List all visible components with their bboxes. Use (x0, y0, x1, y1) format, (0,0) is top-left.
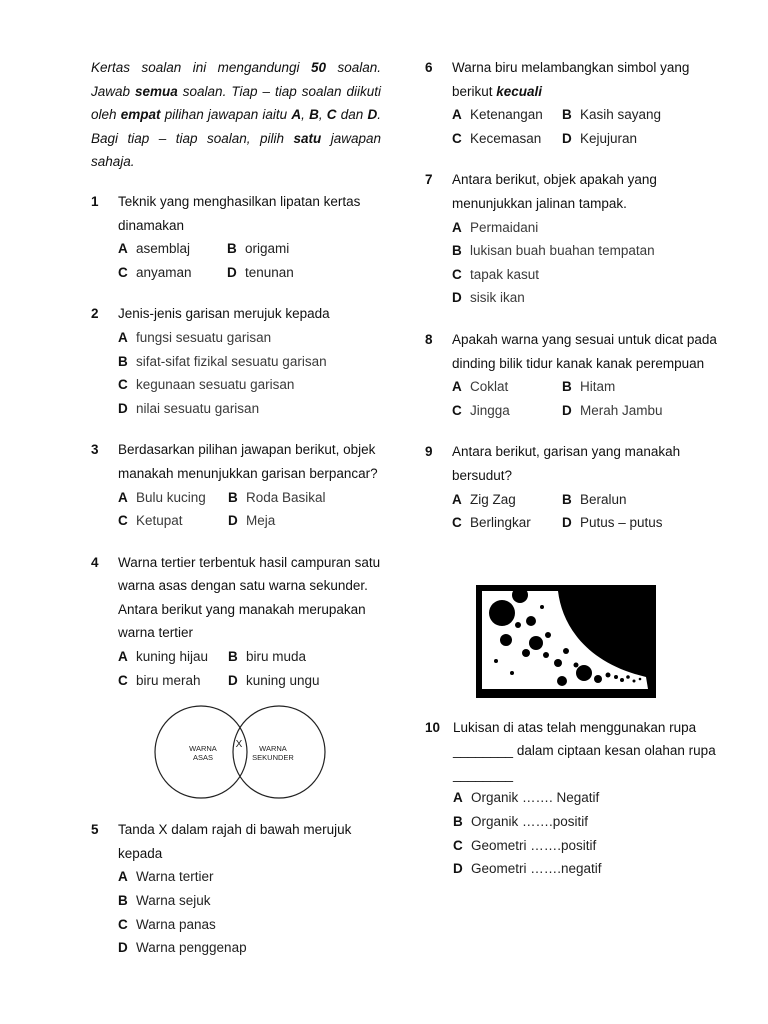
option-letter: D (118, 940, 128, 956)
venn-diagram (153, 704, 329, 800)
option-text: lukisan buah buahan tempatan (470, 243, 655, 259)
artwork-illustration (476, 585, 656, 698)
option-d[interactable] (228, 509, 381, 533)
question-stem: Berdasarkan pilihan jawapan berikut, objek manakah menunjukkan garisan berpancar? (118, 442, 378, 481)
options (452, 216, 725, 310)
option-text: kuning hijau (136, 649, 209, 665)
question-number: 2 (91, 306, 99, 322)
option-letter: D (562, 515, 572, 531)
options (452, 488, 725, 535)
option-b[interactable] (453, 810, 725, 834)
left-column (91, 56, 381, 978)
option-text: Kejujuran (580, 130, 638, 146)
option-text: Geometri …….positif (471, 837, 597, 853)
option-text: anyaman (136, 264, 192, 280)
option-text: Berlingkar (470, 515, 531, 531)
option-c[interactable] (452, 511, 562, 535)
option-text: Ketenangan (470, 107, 543, 123)
option-text: Putus – putus (580, 515, 663, 531)
option-text: Warna tertier (136, 869, 214, 885)
right-column (425, 56, 725, 899)
option-d[interactable] (562, 399, 725, 423)
venn-mark: X (235, 739, 243, 751)
option-b[interactable] (562, 375, 725, 399)
option-letter: B (228, 489, 238, 505)
option-a[interactable] (452, 375, 562, 399)
question-number: 6 (425, 60, 433, 75)
option-b[interactable] (228, 645, 381, 669)
option-d[interactable] (452, 286, 725, 310)
options (118, 237, 381, 284)
options (452, 103, 725, 150)
question-stem: Antara berikut, garisan yang manakah bersudut? (452, 444, 681, 483)
option-b[interactable] (228, 486, 381, 510)
question-number: 10 (425, 719, 441, 735)
option-letter: C (452, 130, 462, 146)
option-letter: B (452, 243, 462, 259)
option-letter: C (118, 377, 128, 393)
question-2 (91, 302, 381, 420)
option-c[interactable] (452, 263, 725, 287)
option-text: Organik …….positif (471, 814, 589, 830)
options (453, 786, 725, 880)
option-letter: C (452, 266, 462, 282)
option-letter: B (562, 491, 572, 507)
option-a[interactable] (118, 237, 227, 261)
option-a[interactable] (118, 326, 381, 350)
option-a[interactable] (452, 216, 725, 240)
option-text: Bulu kucing (136, 489, 206, 505)
question-stem: Warna biru melambangkan simbol yang berikut kecuali (452, 60, 690, 99)
question-number: 8 (425, 331, 433, 347)
question-stem: Warna tertier terbentuk hasil campuran satu warna asas dengan satu warna sekunder. Antara berikut yang manakah merupakan warna tertier (118, 554, 381, 641)
option-text: Kecemasan (470, 130, 542, 146)
instructions: Kertas soalan ini mengandungi 50 soalan. Jawab semua soalan. Tiap – tiap soalan diikuti oleh empat pilihan jawapan iaitu A, B, C dan D. Bagi tiap – tiap soalan, pilih satu jawapan sahaja. (91, 60, 381, 170)
question-number: 5 (91, 822, 99, 838)
option-letter: C (452, 402, 462, 418)
option-text: Permaidani (470, 219, 539, 235)
option-letter: D (562, 402, 572, 418)
question-6 (425, 56, 725, 150)
option-text: kuning ungu (246, 672, 320, 688)
question-8 (425, 328, 725, 422)
option-letter: A (452, 379, 462, 395)
option-text: Roda Basikal (246, 489, 326, 505)
option-text: biru merah (136, 672, 201, 688)
option-text: tenunan (245, 264, 294, 280)
option-text: Geometri …….negatif (471, 861, 602, 877)
option-c[interactable] (452, 127, 562, 151)
option-letter: D (453, 861, 463, 877)
option-letter: B (118, 353, 128, 369)
option-text: Hitam (580, 379, 616, 395)
options (118, 486, 381, 533)
options (118, 326, 381, 420)
question-9 (425, 440, 725, 534)
option-d[interactable] (562, 127, 725, 151)
option-letter: B (118, 893, 128, 909)
option-text: Beralun (580, 491, 627, 507)
option-letter: D (228, 513, 238, 529)
question-number: 4 (91, 554, 99, 570)
option-b[interactable] (118, 889, 381, 913)
artwork-image (476, 585, 656, 698)
option-c[interactable] (453, 834, 725, 858)
option-a[interactable] (452, 103, 562, 127)
option-a[interactable] (118, 645, 228, 669)
option-letter: B (562, 379, 572, 395)
option-text: Warna panas (136, 916, 216, 932)
option-c[interactable] (118, 261, 227, 285)
option-d[interactable] (118, 397, 381, 421)
option-text: origami (245, 241, 290, 257)
option-d[interactable] (453, 857, 725, 881)
question-stem: Jenis-jenis garisan merujuk kepada (118, 306, 330, 322)
option-d[interactable] (562, 511, 725, 535)
question-stem: Tanda X dalam rajah di bawah merujuk kepada (118, 822, 352, 861)
option-letter: A (118, 869, 128, 885)
option-d[interactable] (118, 936, 381, 960)
venn-label-left: WARNA ASAS (189, 744, 217, 763)
options (118, 865, 381, 959)
question-4 (91, 551, 381, 693)
option-text: Ketupat (136, 513, 183, 529)
option-letter: D (118, 400, 128, 416)
option-c[interactable] (118, 509, 228, 533)
option-text: Organik ……. Negatif (471, 790, 600, 806)
question-3 (91, 438, 381, 532)
option-text: Zig Zag (470, 491, 516, 507)
option-letter: D (228, 672, 238, 688)
option-a[interactable] (452, 488, 562, 512)
question-1 (91, 190, 381, 284)
question-5 (91, 818, 381, 960)
venn-circles (153, 704, 329, 800)
option-c[interactable] (452, 399, 562, 423)
question-number: 7 (425, 172, 433, 188)
option-letter: B (228, 649, 238, 665)
option-text: Warna sejuk (136, 893, 211, 909)
option-d[interactable] (228, 669, 381, 693)
option-letter: C (452, 515, 462, 531)
option-letter: A (452, 107, 462, 123)
option-text: fungsi sesuatu garisan (136, 329, 272, 345)
options (452, 375, 725, 422)
option-b[interactable] (118, 350, 381, 374)
option-text: tapak kasut (470, 266, 540, 282)
option-text: Warna penggenap (136, 940, 247, 956)
option-c[interactable] (118, 669, 228, 693)
option-text: nilai sesuatu garisan (136, 400, 260, 416)
option-text: Kasih sayang (580, 107, 662, 123)
option-text: Meja (246, 513, 276, 529)
question-stem: Antara berikut, objek apakah yang menunjukkan jalinan tampak. (452, 172, 657, 211)
option-letter: C (453, 837, 463, 853)
option-letter: C (118, 264, 128, 280)
option-b[interactable] (562, 488, 725, 512)
option-letter: B (453, 814, 463, 830)
question-stem: Teknik yang menghasilkan lipatan kertas dinamakan (118, 193, 361, 233)
option-text: kegunaan sesuatu garisan (136, 377, 295, 393)
option-letter: A (452, 491, 462, 507)
question-stem: Apakah warna yang sesuai untuk dicat pada dinding bilik tidur kanak kanak perempuan (452, 331, 717, 371)
option-letter: B (227, 241, 237, 257)
option-b[interactable] (227, 237, 381, 261)
option-letter: A (452, 219, 462, 235)
question-stem: Lukisan di atas telah menggunakan rupa ________ dalam ciptaan kesan olahan rupa ________ (453, 719, 716, 782)
option-text: Merah Jambu (580, 402, 663, 418)
question-number: 3 (91, 442, 99, 458)
option-text: biru muda (246, 649, 307, 665)
option-text: sifat-sifat fizikal sesuatu garisan (136, 353, 327, 369)
option-text: sisik ikan (470, 290, 525, 306)
venn-label-right: WARNA SEKUNDER (252, 744, 294, 763)
option-letter: A (118, 649, 128, 665)
question-10 (425, 716, 725, 881)
option-letter: C (118, 513, 128, 529)
option-letter: C (118, 916, 128, 932)
option-letter: D (562, 130, 572, 146)
option-text: Jingga (470, 402, 510, 418)
option-letter: A (118, 329, 128, 345)
option-letter: D (227, 264, 237, 280)
option-d[interactable] (227, 261, 381, 285)
option-b[interactable] (452, 239, 725, 263)
option-text: Coklat (470, 379, 509, 395)
option-letter: C (118, 672, 128, 688)
option-c[interactable] (118, 913, 381, 937)
option-b[interactable] (562, 103, 725, 127)
option-text: asemblaj (136, 241, 191, 257)
emphasis-text: kecuali (496, 83, 543, 99)
question-7 (425, 168, 725, 310)
option-c[interactable] (118, 373, 381, 397)
option-letter: A (118, 241, 128, 257)
option-letter: A (453, 790, 463, 806)
option-a[interactable] (118, 486, 228, 510)
option-a[interactable] (118, 865, 381, 889)
options (118, 645, 381, 692)
question-number: 1 (91, 193, 99, 209)
option-a[interactable] (453, 786, 725, 810)
option-letter: D (452, 290, 462, 306)
question-number: 9 (425, 444, 433, 460)
option-letter: B (562, 107, 572, 123)
option-letter: A (118, 489, 128, 505)
